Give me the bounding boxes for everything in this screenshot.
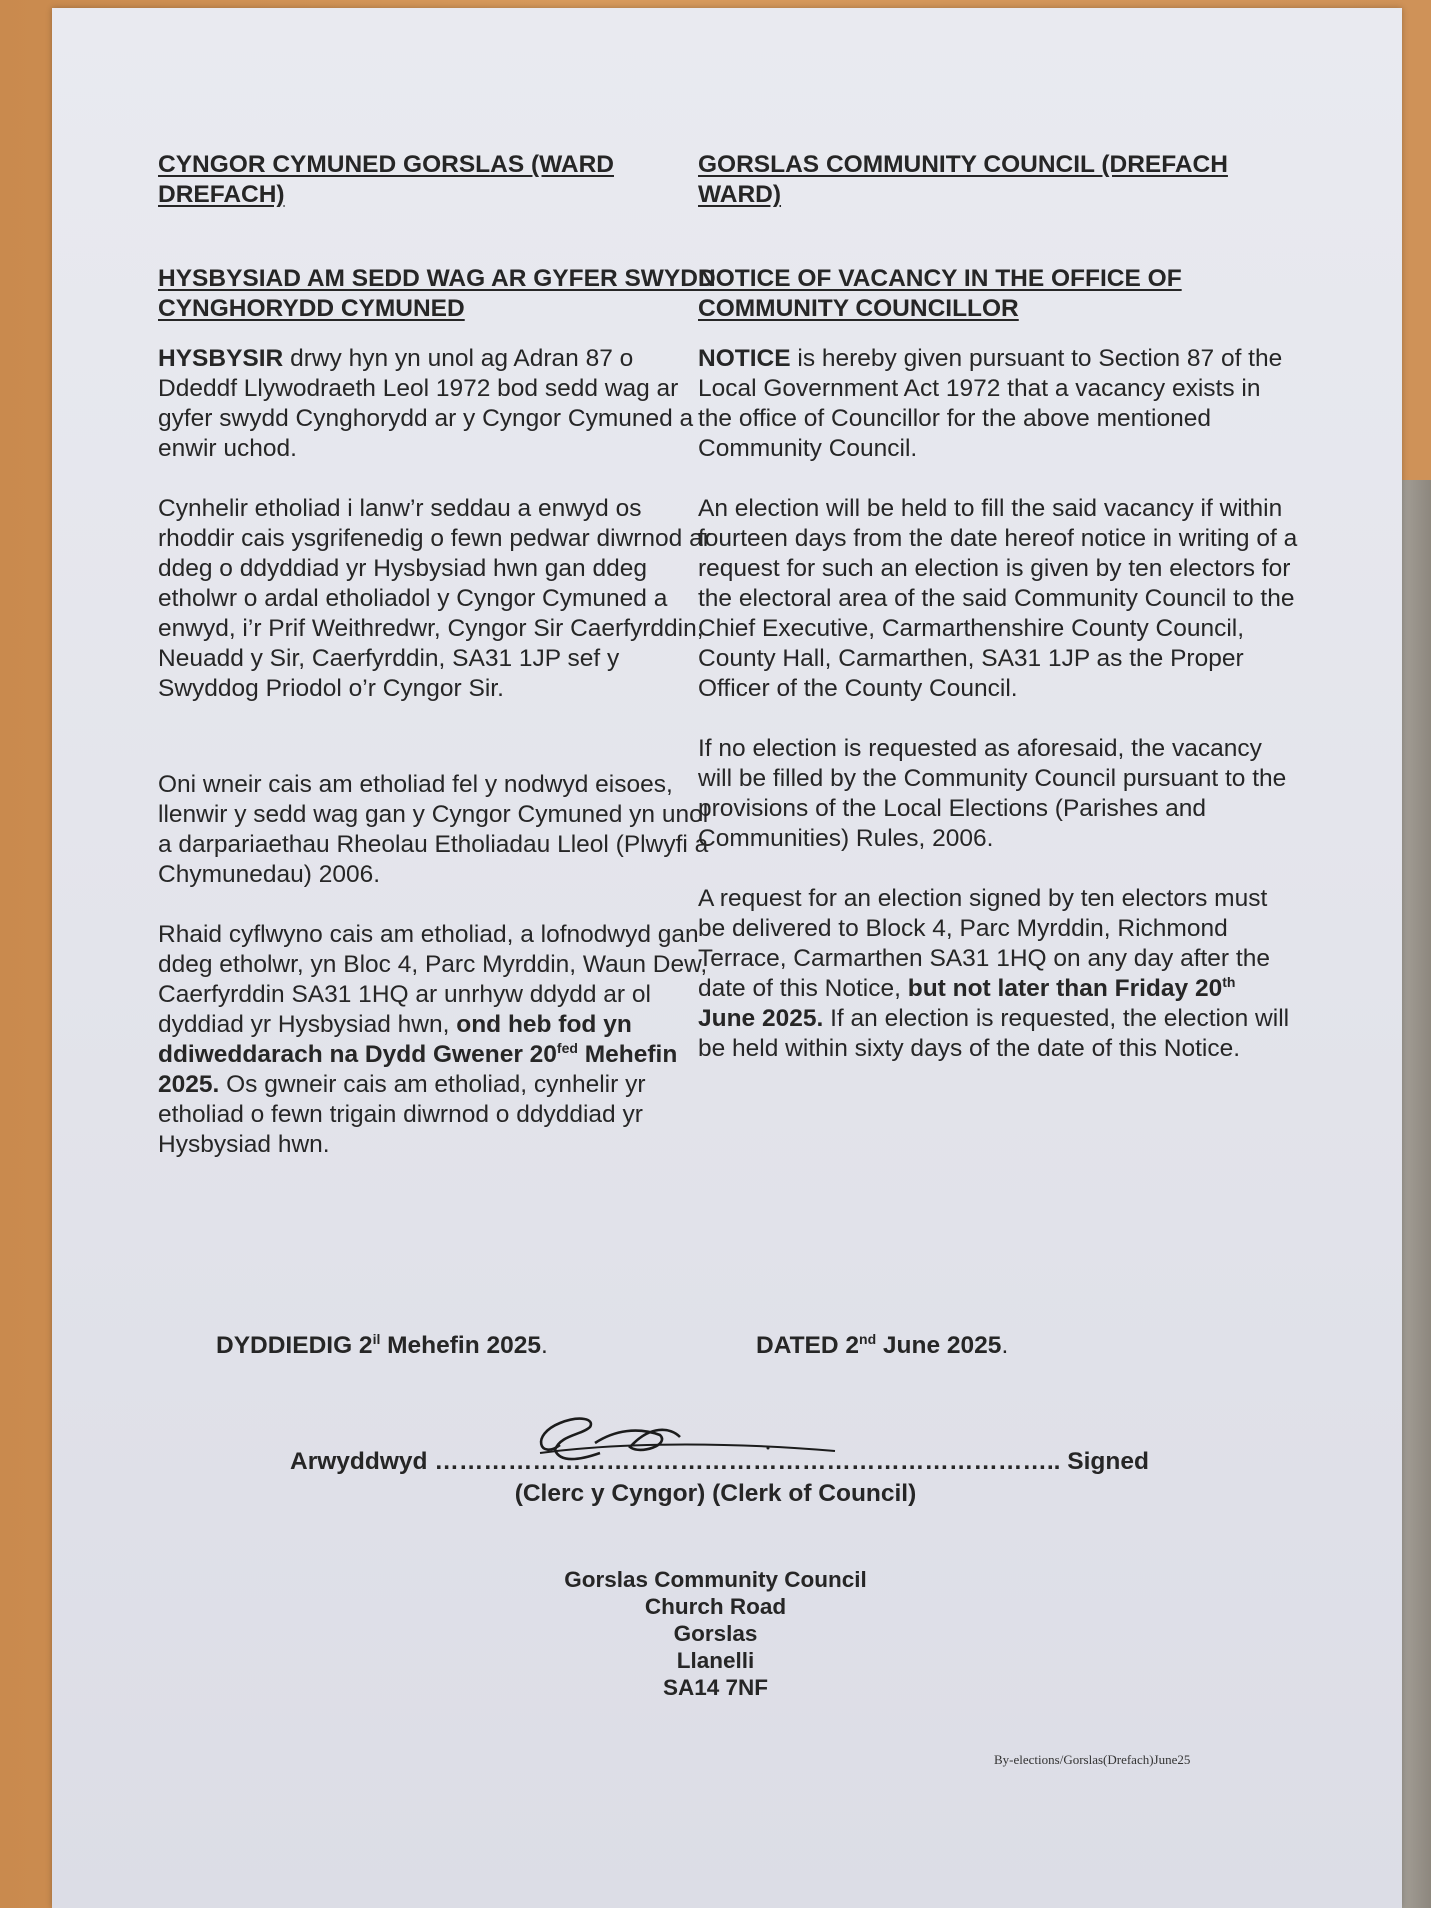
address-line: Gorslas <box>673 1621 758 1646</box>
welsh-notice-word: HYSBYSIR <box>158 345 284 372</box>
council-address <box>0 1566 1431 1701</box>
welsh-deadline: ond heb fod yn ddiweddarach na Dydd Gwener $20^{fed}$ Mehefin 2025. <box>158 1011 678 1098</box>
english-deadline: but not later than Friday 20th June 2025. <box>698 973 1236 1032</box>
signature-line <box>290 1448 1150 1476</box>
welsh-paragraph-2: Cynhelir etholiad i lanw’r seddau a enwyd os rhoddir cais ysgrifenedig o fewn pedwar diwrnod ar ddeg o ddyddiad yr Hysbysiad hwn gan ddeg etholwr o ardal etholiadol y Cyngor Cymuned a enwyd, i’r Prif Weithredwr, Cyngor Sir Caerfyrddin, Neuadd y Sir, Caerfyrddin, SA31 1JP sef y Swyddog Priodol o’r Cyngor Sir. <box>158 495 711 702</box>
welsh-column <box>158 150 718 1190</box>
english-title: GORSLAS COMMUNITY COUNCIL (DREFACH WARD) <box>698 151 1228 208</box>
english-paragraph-1: NOTICE is hereby given pursuant to Section 87 of the Local Government Act 1972 that a vacancy exists in the office of Councillor for the above mentioned Community Council. <box>698 345 1283 462</box>
english-paragraph-4: A request for an election signed by ten electors must be delivered to Block 4, Parc Myrddin, Richmond Terrace, Carmarthen SA31 1HQ on any day after the date of this Notice, but not later than Friday 20th June 2025. If an election is requested, the election will be held within sixty days of the date of this Notice. <box>698 885 1290 1062</box>
welsh-paragraph-1: HYSBYSIR drwy hyn yn unol ag Adran 87 o Ddeddf Llywodraeth Leol 1972 bod sedd wag ar gyfer swydd Cynghorydd ar y Cyngor Cymuned a enwir uchod. <box>158 345 694 462</box>
welsh-signed-label: Arwyddwyd <box>290 1448 428 1475</box>
address-line: Llanelli <box>676 1648 755 1673</box>
welsh-subtitle: HYSBYSIAD AM SEDD WAG AR GYFER SWYDD CYNGHORYDD CYMUNED <box>158 265 716 322</box>
footer-reference: By-elections/Gorslas(Drefach)June25 <box>994 1752 1191 1767</box>
english-subtitle: NOTICE OF VACANCY IN THE OFFICE OF COMMUNITY COUNCILLOR <box>698 265 1182 322</box>
english-signed-label: Signed <box>1067 1448 1149 1475</box>
welsh-date: DYDDIEDIG $2^{il}$ Mehefin 2025. <box>216 1330 548 1359</box>
english-date: DATED 2nd June 2025. <box>756 1330 1009 1359</box>
welsh-paragraph-4: Rhaid cyflwyno cais am etholiad, a lofnodwyd gan ddeg etholwr, yn Bloc 4, Parc Myrddin, Waun Dew, Caerfyrddin SA31 1HQ ar unrhyw ddydd ar ol dyddiad yr Hysbysiad hwn, ond heb fod yn ddiweddarach na Dydd Gwener $20^{fed}$ Mehefin 2025. Os gwneir cais am etholiad, cynhelir yr etholiad o fewn trigain diwrnod o ddyddiad yr Hysbysiad hwn. <box>158 921 708 1158</box>
address-line: Gorslas Community Council <box>564 1567 867 1592</box>
english-paragraph-3: If no election is requested as aforesaid, the vacancy will be filled by the Community Council pursuant to the provisions of the Local Elections (Parishes and Communities) Rules, 2006. <box>698 735 1287 852</box>
english-notice-word: NOTICE <box>698 345 791 372</box>
english-paragraph-2: An election will be held to fill the said vacancy if within fourteen days from the date hereof notice in writing of a request for such an election is given by ten electors for the electoral area of the said Community Council to the Chief Executive, Carmarthenshire County Council, County Hall, Carmarthen, SA31 1JP as the Proper Officer of the County Council. <box>698 495 1298 702</box>
welsh-paragraph-3: Oni wneir cais am etholiad fel y nodwyd eisoes, llenwir y sedd wag gan y Cyngor Cymuned yn unol a darpariaethau Rheolau Etholiadau Lleol (Plwyfi a Chymunedau) 2006. <box>158 771 709 888</box>
signature-dots: ………………………………………………………………….. <box>434 1448 1061 1475</box>
english-column <box>698 150 1298 1094</box>
welsh-title: CYNGOR CYMUNED GORSLAS (WARD DREFACH) <box>158 151 614 208</box>
address-line: SA14 7NF <box>662 1675 769 1700</box>
address-line: Church Road <box>644 1594 787 1619</box>
signature-caption: (Clerc y Cyngor) (Clerk of Council) <box>514 1480 917 1507</box>
